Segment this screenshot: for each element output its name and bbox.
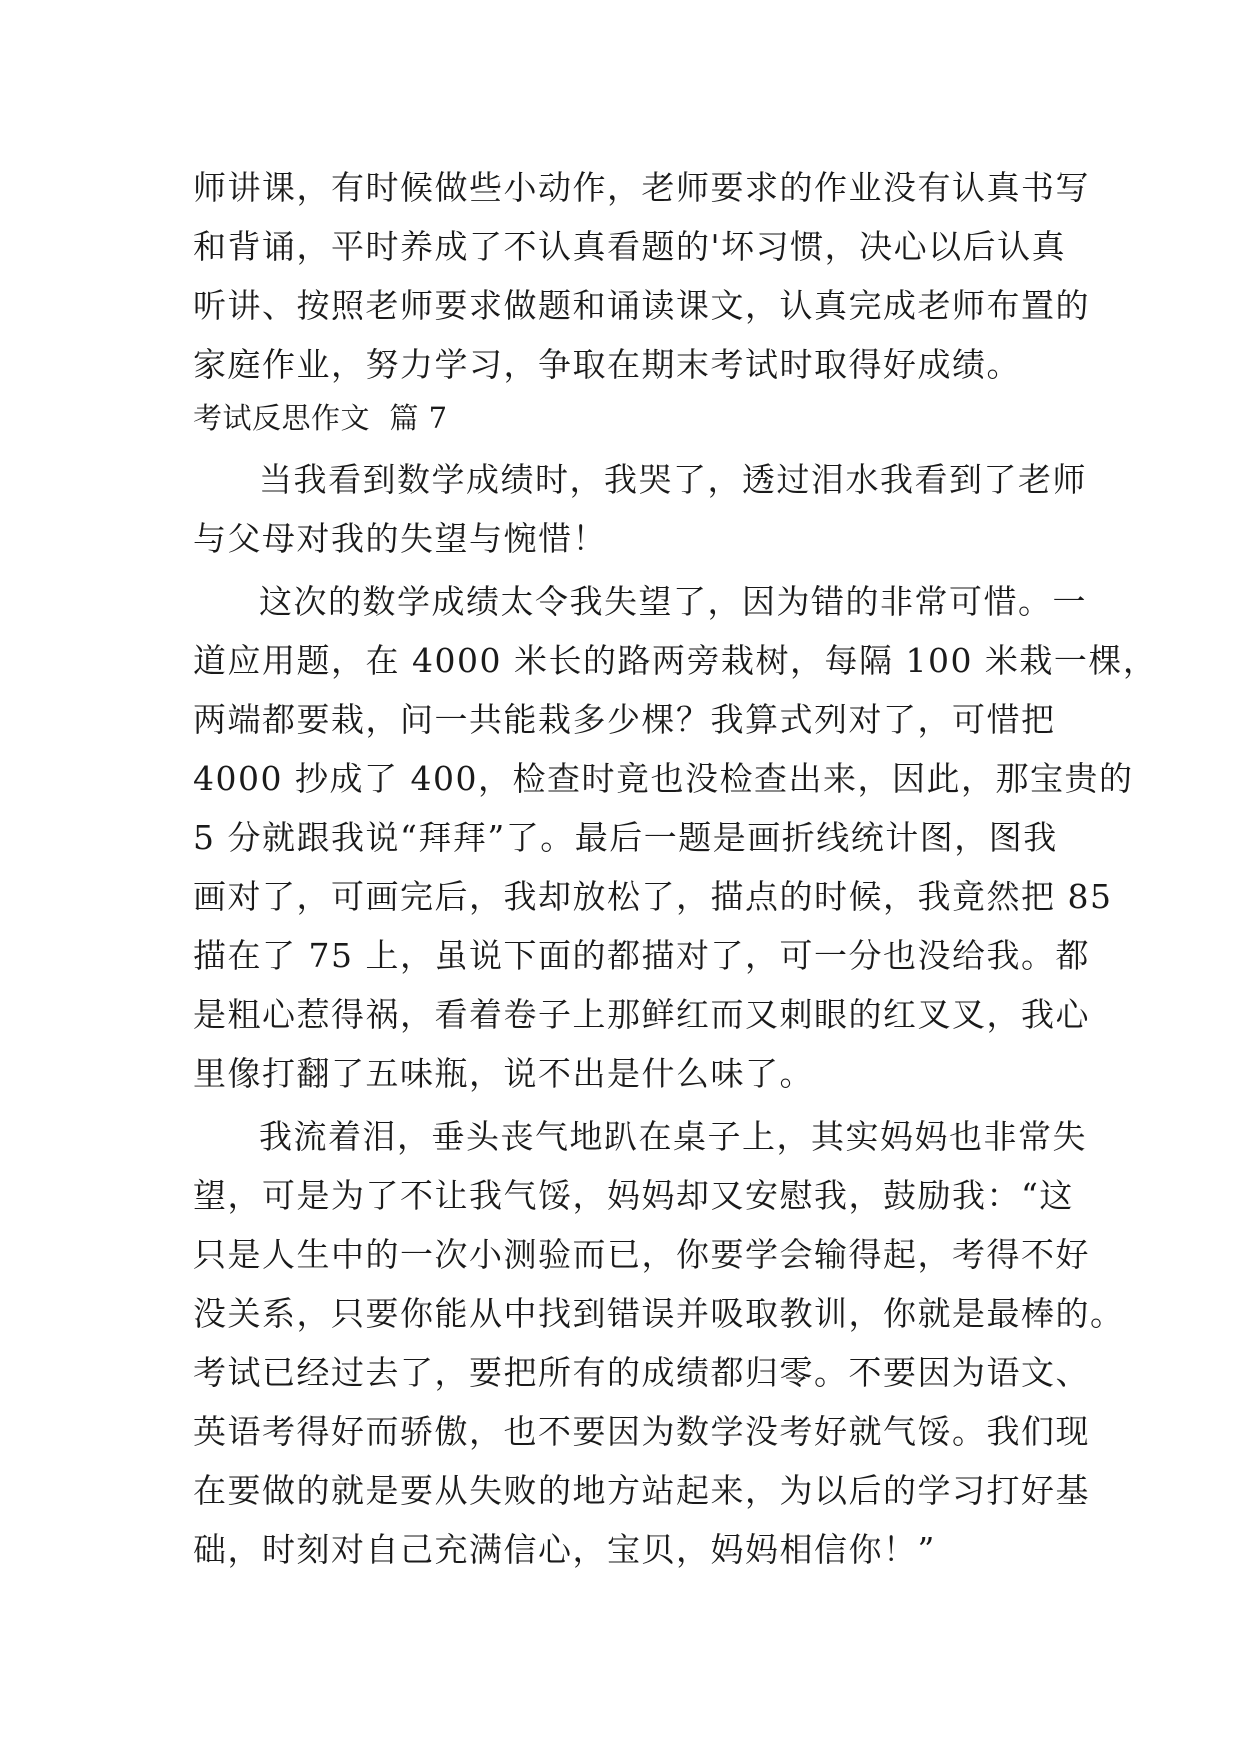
text-line: 考试已经过去了，要把所有的成绩都归零。不要因为语文、 [193, 1353, 1090, 1392]
text-line: 里像打翻了五味瓶，说不出是什么味了。 [193, 1054, 814, 1093]
text-line: 没关系，只要你能从中找到错误并吸取教训，你就是最棒的。 [193, 1294, 1125, 1333]
paragraph-3 [193, 1107, 1125, 1579]
text-line: 当我看到数学成绩时，我哭了，透过泪水我看到了老师 [259, 460, 1087, 499]
text-line: 在要做的就是要从失败的地方站起来，为以后的学习打好基 [193, 1471, 1090, 1510]
text-line: 道应用题，在 4000 米长的路两旁栽树，每隔 100 米栽一棵， [193, 641, 1158, 680]
text-line: 这次的数学成绩太令我失望了，因为错的非常可惜。一 [259, 582, 1087, 621]
text-line: 望，可是为了不让我气馁，妈妈却又安慰我，鼓励我：“这 [193, 1176, 1074, 1215]
text-line: 4000 抄成了 400，检查时竟也没检查出来，因此，那宝贵的 [193, 759, 1134, 798]
text-line: 我流着泪，垂头丧气地趴在桌子上，其实妈妈也非常失 [259, 1117, 1087, 1156]
document-page [193, 158, 1158, 1579]
text-line: 础，时刻对自己充满信心，宝贝，妈妈相信你！” [193, 1530, 936, 1569]
text-line: 5 分就跟我说“拜拜”了。最后一题是画折线统计图，图我 [193, 818, 1058, 857]
section-heading: 考试反思作文 篇 7 [193, 401, 448, 435]
spacer [193, 442, 1073, 450]
text-line: 家庭作业，努力学习，争取在期末考试时取得好成绩。 [193, 345, 1021, 384]
text-line: 只是人生中的一次小测验而已，你要学会输得起，考得不好 [193, 1235, 1090, 1274]
paragraph-1 [193, 450, 1087, 568]
text-line: 英语考得好而骄傲，也不要因为数学没考好就气馁。我们现 [193, 1412, 1090, 1451]
text-line: 是粗心惹得祸，看着卷子上那鲜红而又刺眼的红叉叉，我心 [193, 995, 1090, 1034]
text-line: 画对了，可画完后，我却放松了，描点的时候，我竟然把 85 [193, 877, 1113, 916]
text-line: 听讲、按照老师要求做题和诵读课文，认真完成老师布置的 [193, 286, 1090, 325]
text-line: 描在了 75 上，虽说下面的都描对了，可一分也没给我。都 [193, 936, 1090, 975]
text-line: 与父母对我的失望与惋惜！ [193, 519, 607, 558]
text-line: 和背诵，平时养成了不认真看题的'坏习惯，决心以后认真 [193, 227, 1067, 266]
continuation-paragraph [193, 158, 1090, 394]
text-line: 两端都要栽，问一共能栽多少棵？我算式列对了，可惜把 [193, 700, 1056, 739]
paragraph-2 [193, 572, 1158, 1103]
text-line: 师讲课，有时候做些小动作，老师要求的作业没有认真书写 [193, 168, 1090, 207]
